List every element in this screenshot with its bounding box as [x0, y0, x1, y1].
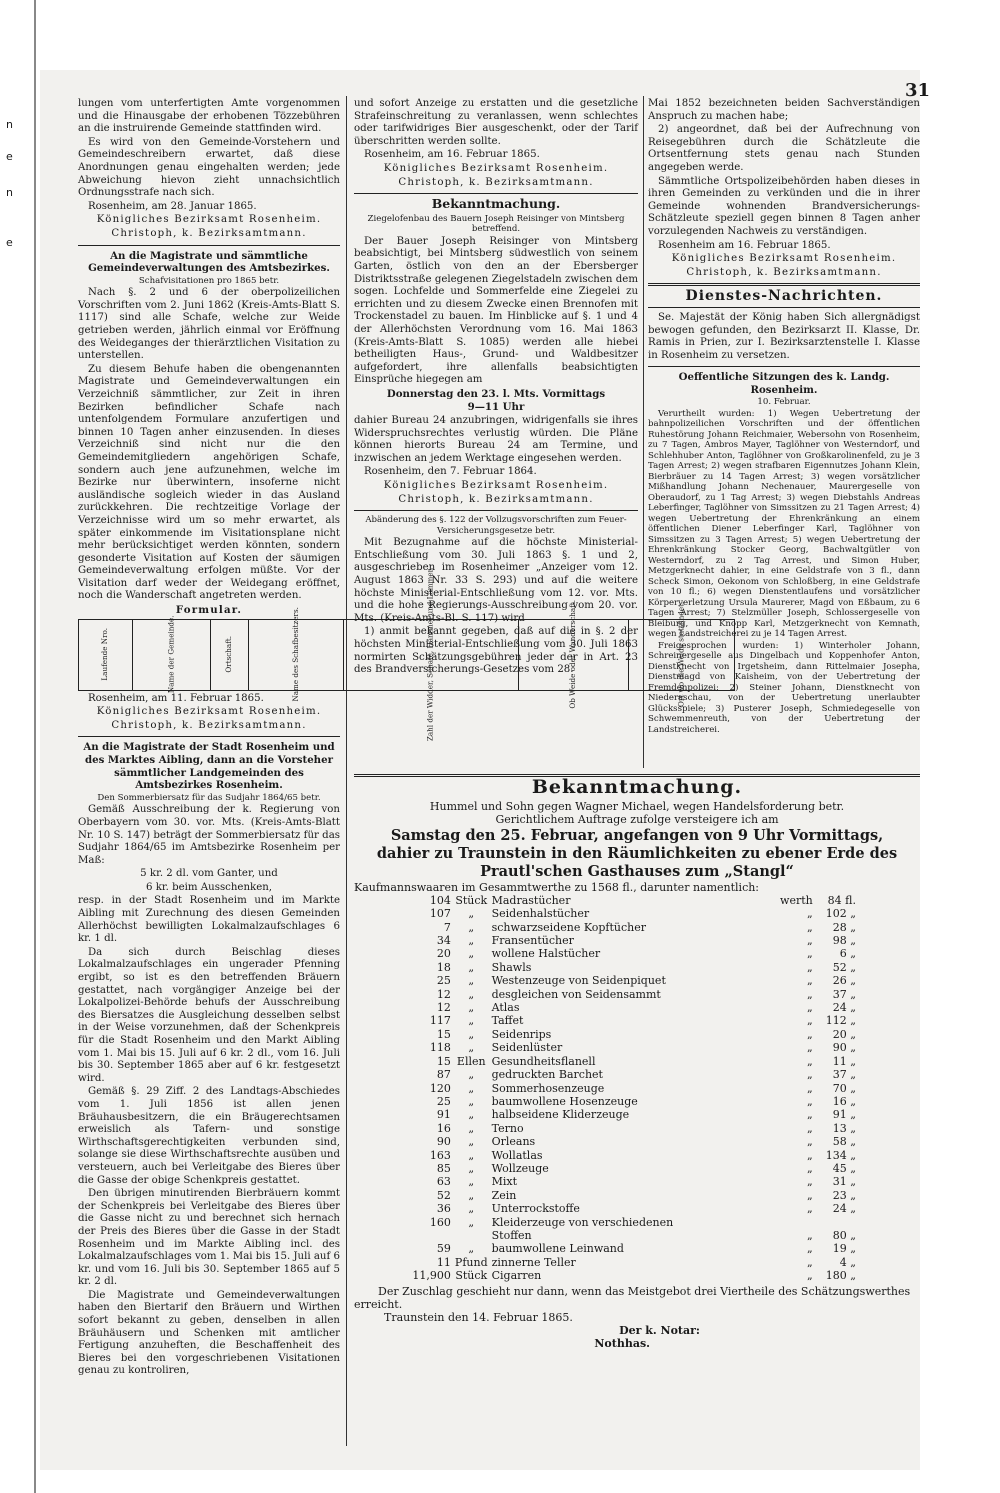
goods-unit: „: [468, 1121, 475, 1135]
office-name: Königliches Bezirksamt Rosenheim.: [671, 253, 897, 265]
paragraph: Die Magistrate und Gemeindeverwaltungen haben den Biertarif den Bräuern und Wirthen sofort bekannt zu geben, denselben in allen Bräuhäusern und Schenken mit amtlicher Fertigung anzuheften, die Beschaffenheit des Bieres bei den vorgeschriebenen Visitationen genau zu kontroliren,: [78, 1289, 340, 1377]
goods-item: desgleichen von Seidensammt: [491, 987, 661, 1001]
goods-value: 112 „: [825, 1014, 856, 1028]
notice-date: Rosenheim, am 16. Februar 1865.: [364, 149, 540, 161]
auction-title: Bekanntmachung.: [531, 776, 743, 798]
goods-row: [398, 1135, 858, 1148]
goods-row: [398, 947, 858, 960]
paragraph: dahier Bureau 24 anzubringen, widrigenfalls sie ihres Widerspruchsrechtes verlustig würden. Die Pläne können hierorts Bureau 24 am Termine, und inzwischen an jedem Werktage eingesehen werden.: [354, 415, 638, 464]
paragraph: Mai 1852 bezeichneten beiden Sachverständigen Anspruch zu machen habe;: [648, 98, 920, 122]
goods-row: [398, 894, 858, 907]
goods-quantity: 36: [436, 1202, 451, 1216]
goods-row: [398, 1269, 858, 1282]
paragraph: Da sich durch Beischlag dieses Lokalmalzaufschlages ein ungerader Pfenning ergibt, so ist es den betreffenden Bräuern gestattet, nach vorgängiger Anzeige bei der Lokalpolizei-Behörde behufs der Ausschreibung des Biersatzes die Ausgleichung desselben selbst in der Weise vorzunehmen, daß der Schenkpreis für die Stadt Rosenheim und den Markt Aibling vom 1. Mai bis 15. Juli auf 6 kr. 2 dl., vom 16. Juli bis 30. September 1865 aber auf 6 kr. festgesetzt wird.: [78, 946, 340, 1084]
goods-item: Cigarren: [491, 1269, 542, 1283]
goods-worth-label: „: [807, 960, 813, 974]
auction-venue: Prautl'schen Gasthauses zum „Stangl“: [480, 862, 794, 880]
paragraph: lungen vom unterfertigten Amte vorgenommen und die Hinausgabe der erhobenen Tözzebühren an die instruirende Gemeinde stattfinden wird.: [78, 98, 340, 135]
goods-value: 28 „: [832, 920, 856, 934]
goods-quantity: 104: [429, 893, 451, 907]
office-name: Königliches Bezirksamt Rosenheim.: [383, 162, 609, 174]
goods-item: Seidenlüster: [491, 1041, 563, 1055]
goods-worth-label: „: [807, 947, 813, 961]
goods-quantity: 11: [436, 1255, 451, 1269]
goods-unit: Stück: [455, 1269, 488, 1283]
goods-row: [398, 974, 858, 987]
goods-worth-label: „: [807, 987, 813, 1001]
goods-unit: „: [468, 1188, 475, 1202]
goods-worth-label: „: [807, 1148, 813, 1162]
divider: [354, 193, 638, 194]
goods-unit: „: [468, 1242, 475, 1256]
goods-unit: „: [468, 1175, 475, 1189]
notice-date: Rosenheim, den 7. Februar 1864.: [364, 466, 537, 478]
column-middle: [354, 98, 638, 770]
goods-worth-label: „: [807, 920, 813, 934]
section-heading: Dienstes-Nachrichten.: [685, 288, 883, 305]
goods-worth-label: „: [807, 1202, 813, 1216]
divider: [648, 366, 920, 367]
paragraph: Den übrigen minutirenden Bierbräuern kommt der Schenkpreis bei Verleitgabe des Bieres über die Gasse nicht zu und berechnet sich hernach der Preis des Bieres über die Gasse in der Stadt Rosenheim und im Markte Aibling incl. des Lokalmalzaufschlages vom 1. Mai bis 15. Juli auf 6 kr. und vom 16. Juli bis 30. September 1865 auf 5 kr. 2 dl.: [78, 1188, 340, 1288]
goods-unit: „: [468, 1027, 475, 1041]
goods-worth-label: „: [807, 1255, 813, 1269]
goods-item: Wollatlas: [491, 1148, 543, 1162]
paragraph: Zu diesem Behufe haben die obengenannten Magistrate und Gemeindeverwaltungen ein Verzeichniß sämmtlicher, zur Zeit in ihren Bezirken befindlicher Schafe nach untenfolgendem Formulare anzufertigen und binnen 10 Tagen anher einzusenden. In dieses Verzeichniß sind nicht nur die den Gemeindemitgliedern angehörigen Schafe, sondern auch jene aufzunehmen, welche im Bezirke nur überwintern, insoferne nicht ausländische sogleich wieder in das Ausland zurückkehren. Die rechtzeitige Vorlage der Verzeichnisse wird um so mehr erwartet, als später einkommende im Visitationsplane nicht mehr berücksichtiget werden könnten, sondern gesonderte Visitation auf Kosten der säumigen Gemeindeverwaltung erfolgen müßte. Vor der Visitation darf weder der Weidegang eröffnet, noch die Wanderschaft angetreten werden.: [78, 363, 340, 602]
paragraph: Es wird von den Gemeinde-Vorstehern und Gemeindeschreibern erwartet, daß diese Anordnungen genau eingehalten werden; jede Abweichung hievon zieht unnachsichtlich Ordnungsstrafe nach sich.: [78, 136, 340, 199]
goods-row: [398, 1001, 858, 1014]
goods-worth-label: „: [807, 1041, 813, 1055]
goods-worth-label: „: [807, 1108, 813, 1122]
goods-quantity: 7: [443, 920, 451, 934]
notice-date: Rosenheim, am 11. Februar 1865.: [88, 692, 264, 704]
divider: [354, 510, 638, 511]
goods-item: Kleiderzeuge von verschiedenen: [491, 1215, 674, 1229]
goods-worth-label: „: [807, 1188, 813, 1202]
goods-quantity: 25: [436, 974, 451, 988]
goods-value: 80 „: [832, 1228, 856, 1242]
column-right: [648, 98, 920, 770]
goods-value: 134 „: [825, 1148, 856, 1162]
form-column-header: Laufende Nro.: [79, 619, 133, 690]
goods-value: 26 „: [832, 974, 856, 988]
goods-quantity: [398, 1229, 453, 1242]
goods-quantity: 15: [436, 1027, 451, 1041]
goods-row: [398, 1229, 858, 1242]
column-separator: [346, 96, 347, 1446]
goods-worth-label: „: [807, 1027, 813, 1041]
goods-worth-label: „: [807, 1121, 813, 1135]
divider: [648, 307, 920, 308]
goods-unit: „: [468, 1202, 475, 1216]
goods-item: Madrastücher: [491, 893, 571, 907]
goods-value: 11 „: [832, 1054, 856, 1068]
goods-value: 84 fl.: [827, 893, 856, 907]
goods-unit: „: [468, 1135, 475, 1149]
notice-date: Traunstein den 14. Februar 1865.: [384, 1311, 573, 1324]
form-column-header: Ortschaft.: [211, 619, 249, 690]
paragraph: Sämmtliche Ortspolizeibehörden haben dieses in ihren Gemeinden zu verkünden und die in ihrer Gemeinde wohnenden Brandversicherungs-Schätzleute speziell gegen binnen 8 Tagen anher vorzulegenden Nachweis zu verständigen.: [648, 175, 920, 237]
goods-row: [398, 1014, 858, 1027]
goods-row: [398, 1162, 858, 1175]
notice-heading: An die Magistrate und sämmtliche Gemeindeverwaltungen des Amtsbezirkes.: [88, 249, 330, 275]
goods-unit: „: [468, 987, 475, 1001]
hearing-date: Donnerstag den 23. l. Mts. Vormittags: [386, 387, 606, 400]
goods-item: wollene Halstücher: [491, 947, 601, 961]
goods-unit: „: [468, 1081, 475, 1095]
signature: Christoph, k. Bezirksamtmann.: [686, 266, 882, 278]
notice-subject: Ziegelofenbau des Bauern Joseph Reisinger von Mintsberg betreffend.: [367, 213, 625, 235]
goods-row: [398, 934, 858, 947]
notice-subject: Den Sommerbiersatz für das Sudjahr 1864/65 betr.: [97, 792, 321, 803]
session-date: 10. Februar.: [757, 397, 811, 408]
auction-notice: [354, 770, 920, 1450]
form-column-header: Zahl der Widder, Schafe, Hämmel und Lämmer.: [344, 619, 519, 690]
goods-value: 98 „: [832, 934, 856, 948]
notice-subject: Abänderung des §. 122 der Vollzugsvorschriften zum Feuer-Versicherungsgesetze betr.: [365, 515, 627, 536]
goods-quantity: 12: [436, 987, 451, 1001]
paragraph: Se. Majestät der König haben Sich allergnädigst bewogen gefunden, den Bezirksarzt II. Klasse, Dr. Ramis in Prien, zur I. Bezirksarztenstelle I. Klasse in Rosenheim zu versetzen.: [648, 311, 920, 361]
goods-quantity: 163: [429, 1148, 451, 1162]
goods-row: [398, 1028, 858, 1041]
goods-unit: „: [468, 1014, 475, 1028]
signature: Christoph, k. Bezirksamtmann.: [111, 719, 307, 731]
auction-place: dahier zu Traunstein in den Räumlichkeiten zu ebener Erde des: [376, 844, 898, 862]
goods-row: [398, 1055, 858, 1068]
goods-value: 91 „: [832, 1108, 856, 1122]
edge-letter: n: [6, 186, 13, 199]
goods-value: 37 „: [832, 987, 856, 1001]
goods-row: [398, 988, 858, 1001]
goods-row: [398, 1041, 858, 1054]
goods-item: Seidenhalstücher: [491, 907, 590, 921]
signature: Christoph, k. Bezirksamtmann.: [111, 227, 307, 239]
goods-value: 52 „: [832, 960, 856, 974]
goods-item: schwarzseidene Kopftücher: [491, 920, 647, 934]
goods-quantity: 25: [436, 1094, 451, 1108]
signature: Christoph, k. Bezirksamtmann.: [398, 493, 594, 505]
paragraph: 2) angeordnet, daß bei der Aufrechnung von Reisegebühren durch die Schätzleute die Ortsentfernung stets genau nach Stunden angegeben werde.: [648, 124, 920, 173]
goods-unit: „: [468, 947, 475, 961]
goods-value: 37 „: [832, 1068, 856, 1082]
goods-unit: „: [468, 1108, 475, 1122]
goods-item: Shawls: [491, 960, 532, 974]
goods-worth-label: „: [807, 1135, 813, 1149]
case-line: Hummel und Sohn gegen Wagner Michael, wegen Handelsforderung betr.: [429, 800, 845, 814]
goods-value: 58 „: [832, 1135, 856, 1149]
goods-row: [398, 1202, 858, 1215]
goods-row: [398, 1122, 858, 1135]
goods-item: Wollzeuge: [491, 1161, 549, 1175]
adjacent-page-edge: [0, 0, 36, 1493]
goods-value: 23 „: [832, 1188, 856, 1202]
goods-row: [398, 1175, 858, 1188]
goods-row: [398, 1256, 858, 1269]
goods-item: Sommerhosenzeuge: [491, 1081, 605, 1095]
goods-row: [398, 1095, 858, 1108]
goods-value: 6 „: [839, 947, 856, 961]
goods-quantity: 90: [436, 1135, 451, 1149]
rate-line: 5 kr. 2 dl. vom Ganter, und: [140, 868, 278, 880]
goods-quantity: 20: [436, 947, 451, 961]
goods-worth-label: „: [807, 1269, 813, 1283]
goods-value: 20 „: [832, 1027, 856, 1041]
goods-item: Taffet: [491, 1014, 524, 1028]
goods-worth-label: „: [807, 974, 813, 988]
section-heading: Oeffentliche Sitzungen des k. Landg. Rosenheim.: [678, 371, 890, 396]
goods-quantity: 59: [436, 1242, 451, 1256]
goods-value: 102 „: [825, 907, 856, 921]
goods-unit: „: [468, 907, 475, 921]
goods-item: Unterrockstoffe: [491, 1202, 580, 1216]
divider: [78, 736, 340, 737]
goods-value: 4 „: [839, 1255, 856, 1269]
goods-item: Seidenrips: [491, 1027, 552, 1041]
form-column-header: Name des Schafbesitzers.: [248, 619, 343, 690]
office-name: Königliches Bezirksamt Rosenheim.: [96, 214, 322, 226]
form-column-header: Ort wo die Weide stattfindet.: [628, 619, 734, 690]
paragraph: resp. in der Stadt Rosenheim und im Markte Aibling mit Zurechnung des diesen Gemeinden Allerhöchst bewilligten Lokalmalzaufschlages 6 kr. 1 dl.: [78, 895, 340, 945]
form-column-header: Name der Gemeinde.: [132, 619, 211, 690]
goods-quantity: 12: [436, 1001, 451, 1015]
goods-quantity: 91: [436, 1108, 451, 1122]
goods-quantity: 87: [436, 1068, 451, 1082]
paragraph: Nach §. 2 und 6 der oberpolizeilichen Vorschriften vom 2. Juni 1862 (Kreis-Amts-Blatt S. 1117) sind alle Schafe, welche zur Weide getrieben werden, jährlich einmal vor Eröffnung des Weideganges der thierärztlichen Visitation zu unterstellen.: [78, 287, 340, 362]
goods-item: baumwollene Leinwand: [491, 1242, 624, 1256]
paragraph: Der Bauer Joseph Reisinger von Mintsberg beabsichtigt, bei Mintsberg südwestlich von seinem Garten, östlich von den an der Ebersberger Distriktsstraße gelegenen Ziegelstadeln zwischen dem sogen. Lochfelde und Sommerfelde eine Ziegelei zu errichten und zu diesem Zwecke einen Brennofen mit Trockenstadel zu bauen. Im Hinblicke auf §. 1 und 4 der Allerhöchsten Verordnung vom 16. Mai 1863 (Kreis-Amts-Blatt S. 1085) werden alle hiebei betheiligten Haus-, Grund- und Waldbesitzer aufgefordert, ihre allenfalls beabsichtigten Einsprüche hiegegen am: [354, 235, 638, 386]
goods-item: halbseidene Kliderzeuge: [491, 1108, 630, 1122]
rate-line: 6 kr. beim Ausschenken,: [145, 881, 273, 893]
goods-quantity: 120: [429, 1081, 451, 1095]
signature: Christoph, k. Bezirksamtmann.: [398, 176, 594, 188]
goods-worth-label: „: [807, 1161, 813, 1175]
paragraph: 1) anmit bekannt gegeben, daß auf die in §. 2 der höchsten Ministerial-Entschließung vom 30. Juli 1863 normirten Schätzungsgebühren jeder der in Art. 23 des Brandversicherungs-Gesetzes vom 28.: [354, 626, 638, 676]
paragraph: Gemäß Ausschreibung der k. Regierung von Oberbayern vom 30. vor. Mts. (Kreis-Amts-Blatt Nr. 10 S. 147) beträgt der Sommerbiersatz für das Sudjahr 1864/65 im Amtsbezirke Rosenheim per Maß:: [78, 804, 340, 866]
goods-unit: „: [468, 1068, 475, 1082]
notary-name: Nothhas.: [594, 1337, 650, 1351]
goods-quantity: 11,900: [412, 1269, 451, 1283]
goods-worth-label: „: [807, 1054, 813, 1068]
auction-date: Samstag den 25. Februar, angefangen von 9 Uhr Vormittags,: [390, 826, 884, 844]
goods-worth-label: „: [807, 1001, 813, 1015]
goods-quantity: 85: [436, 1161, 451, 1175]
divider: [648, 283, 920, 286]
office-name: Königliches Bezirksamt Rosenheim.: [383, 480, 609, 492]
goods-worth-label: „: [807, 1175, 813, 1189]
goods-row: [398, 1108, 858, 1121]
goods-unit: Ellen: [456, 1054, 486, 1068]
goods-worth-label: „: [807, 1014, 813, 1028]
paragraph: Gemäß §. 29 Ziff. 2 des Landtags-Abschiedes vom 1. Juli 1856 ist allen jenen Bräuhausbesitzern, die ein Bräugerechtsamen erweislich als Tafern- und sonstige Wirthschaftsgerechtigkeiten verbunden sind, solange sie diese Wirthschaftsrechte ausüben und versteuern, auch bei Verleitgabe des Bieres über die Gasse der obige Schenkpreis gestattet.: [78, 1086, 340, 1186]
goods-quantity: 15: [436, 1054, 451, 1068]
goods-row: [398, 961, 858, 974]
goods-quantity: 107: [429, 907, 451, 921]
goods-item: zinnerne Teller: [491, 1255, 576, 1269]
notice-date: Rosenheim, am 28. Januar 1865.: [88, 200, 257, 212]
goods-value: 90 „: [832, 1041, 856, 1055]
goods-worth-label: werth: [780, 893, 813, 907]
goods-quantity: 160: [429, 1215, 451, 1229]
form-title: Formular.: [175, 604, 243, 617]
goods-worth-label: „: [807, 1242, 813, 1256]
edge-letter: n: [6, 118, 13, 131]
page-number: 31: [905, 80, 931, 101]
notice-subject: Schafvisitationen pro 1865 betr.: [138, 275, 280, 286]
notice-date: Rosenheim am 16. Februar 1865.: [658, 239, 831, 251]
goods-row: [398, 1149, 858, 1162]
office-name: Königliches Bezirksamt Rosenheim.: [96, 706, 322, 718]
goods-worth-label: „: [807, 907, 813, 921]
edge-letter: e: [6, 150, 13, 163]
goods-unit: „: [468, 1094, 475, 1108]
goods-value: 24 „: [832, 1202, 856, 1216]
goods-row: [398, 1082, 858, 1095]
edge-letter: e: [6, 236, 13, 249]
goods-value: 16 „: [832, 1094, 856, 1108]
goods-value: [815, 1216, 858, 1229]
goods-unit: „: [468, 1041, 475, 1055]
goods-worth-label: „: [807, 934, 813, 948]
goods-item: Terno: [491, 1121, 524, 1135]
goods-row: [398, 1189, 858, 1202]
goods-unit: „: [468, 934, 475, 948]
goods-item: Stoffen: [491, 1228, 532, 1242]
goods-item: gedruckten Barchet: [491, 1068, 603, 1082]
hearing-time: 9—11 Uhr: [467, 401, 525, 414]
goods-worth-label: „: [807, 1094, 813, 1108]
paragraph: Freigesprochen wurden: 1) Winterholer Johann, Schreinergeselle aus Dingelbach und Koppenhofer Anton, Dienstknecht von Irgetsheim, dann Rittelmaier Josepha, Dienstmagd von Kaisheim, von der Uebertretung der Fremdenpolizei; 2) Steiner Johann, Dienstknecht von Niederaschau, von der Uebertretung unerlaubter Glücksspiele; 3) Pusterer Joseph, Schmiedegeselle von Schwemmenreuth, von der Uebertretung der Landstreicherei.: [648, 640, 920, 735]
goods-unit: „: [468, 1148, 475, 1162]
goods-unit: Pfund: [454, 1255, 488, 1269]
goods-item: baumwollene Hosenzeuge: [491, 1094, 638, 1108]
goods-unit: „: [468, 920, 475, 934]
goods-unit: „: [468, 974, 475, 988]
goods-item: Zein: [491, 1188, 517, 1202]
goods-unit: „: [468, 960, 475, 974]
goods-unit: Stück: [455, 893, 488, 907]
goods-quantity: 118: [429, 1041, 451, 1055]
form-column-header: Ob Weide oder Wanderschaft.: [519, 619, 629, 690]
goods-quantity: 52: [436, 1188, 451, 1202]
goods-list: [398, 894, 858, 1283]
goods-unit: „: [468, 1215, 475, 1229]
goods-item: Orleans: [491, 1135, 536, 1149]
goods-value: 180 „: [825, 1269, 856, 1283]
auction-intro: Gerichtlichem Auftrage zufolge versteigere ich am: [495, 813, 779, 827]
goods-row: [398, 907, 858, 920]
goods-row: [398, 1216, 858, 1229]
goods-summary: Kaufmannswaaren im Gesammtwerthe zu 1568 fl., darunter namentlich:: [354, 880, 760, 894]
goods-unit: „: [468, 1001, 475, 1015]
goods-value: 24 „: [832, 1001, 856, 1015]
notary-title: Der k. Notar:: [619, 1324, 700, 1338]
notice-heading: Bekanntmachung.: [431, 196, 561, 212]
goods-item: Gesundheitsflanell: [491, 1054, 596, 1068]
goods-quantity: 34: [436, 934, 451, 948]
paragraph: und sofort Anzeige zu erstatten und die gesetzliche Strafeinschreitung zu veranlassen, wenn schlechtes oder tarifwidriges Bier ausgeschenkt, oder der Tarif überschritten werden sollte.: [354, 98, 638, 147]
goods-unit: [453, 1229, 490, 1242]
goods-worth-label: [757, 1216, 815, 1229]
goods-item: Westenzeuge von Seidenpiquet: [491, 974, 666, 988]
goods-item: Atlas: [491, 1001, 520, 1015]
paragraph: Mit Bezugnahme auf die höchste Ministerial-Entschließung vom 30. Juli 1863 §. 1 und 2, ausgeschrieben im Rosenheimer „Anzeiger vom 12. August 1863 Nr. 33 S. 293) und auf die weitere höchste Ministerial-Entschließung vom 12. vor. Mts. und die hohe Regierungs-Ausschreibung vom 20. vor. Mts. (Kreis-Amts-Bl. S. 117) wird: [354, 537, 638, 624]
goods-item: Mixt: [491, 1175, 518, 1189]
paragraph: Verurtheilt wurden: 1) Wegen Uebertretung der bahnpolizeilichen Vorschriften und der öffentlichen Ruhestörung Johann Reichmaier, Webersohn von Rosenheim, zu 7 Tagen, Ambros Mayer, Taglöhner von Westerndorf, und Schlehhuber Anton, Taglöhner von Großkarolinenfeld, zu je 3 Tagen Arrest; 2) wegen strafbaren Eigennutzes Johann Klein, Bierbräuer zu 14 Tagen Arrest; 3) wegen vorsätzlicher Mißhandlung Johann Nechenauer, Maurergeselle von Oberaudorf, zu 1 Tag Arrest; 3) wegen Diebstahls Andreas Leberfinger, Taglöhner von Simssitzen zu 21 Tagen Arrest; 4) wegen Uebertretung der Ehrenkränkung an einem öffentlichen Diener Leberfinger Karl, Taglöhner von Simssitzen zu 3 Tagen Arrest; 5) wegen Uebertretung der Ehrenkränkung Stocker Georg, Bachwaltgütler von Westerndorf, zu 2 Tag Arrest, und Simon Huber, Metzgerknecht dahier, in eine Geldstrafe von 3 fl., dann Scheck Simon, Oekonom von Schloßberg, in eine Geldstrafe von 10 fl.; 6) wegen Dienstentlaufens und vorsätzlicher Körperverletzung Ursula Maurerer, Magd von Eßbaum, zu 6 Tagen Arrest; 7) Stelzmüller Joseph, Schlossergeselle von Bleiburg, und Knopp Karl, Metzgerknecht von Kemnath, wegen Landstreicherei zu je 14 Tagen Arrest.: [648, 408, 920, 640]
goods-row: [398, 921, 858, 934]
divider: [78, 245, 340, 246]
goods-value: 70 „: [832, 1081, 856, 1095]
goods-item: Fransentücher: [491, 934, 574, 948]
goods-worth-label: „: [807, 1081, 813, 1095]
paragraph: Der Zuschlag geschieht nur dann, wenn das Meistgebot drei Viertheile des Schätzungswerthes erreicht.: [354, 1284, 911, 1311]
goods-worth-label: „: [807, 1228, 813, 1242]
goods-quantity: 18: [436, 960, 451, 974]
goods-unit: „: [468, 1161, 475, 1175]
goods-quantity: 16: [436, 1121, 451, 1135]
goods-quantity: 117: [429, 1014, 451, 1028]
goods-quantity: 63: [436, 1175, 451, 1189]
goods-row: [398, 1068, 858, 1081]
notice-heading: An die Magistrate der Stadt Rosenheim und des Marktes Aibling, dann an die Vorsteher sämmtlicher Landgemeinden des Amtsbezirkes Rosenheim.: [83, 741, 335, 792]
goods-worth-label: „: [807, 1068, 813, 1082]
goods-value: 45 „: [832, 1161, 856, 1175]
goods-value: 31 „: [832, 1175, 856, 1189]
goods-value: 13 „: [832, 1121, 856, 1135]
goods-value: 19 „: [832, 1242, 856, 1256]
goods-row: [398, 1242, 858, 1255]
